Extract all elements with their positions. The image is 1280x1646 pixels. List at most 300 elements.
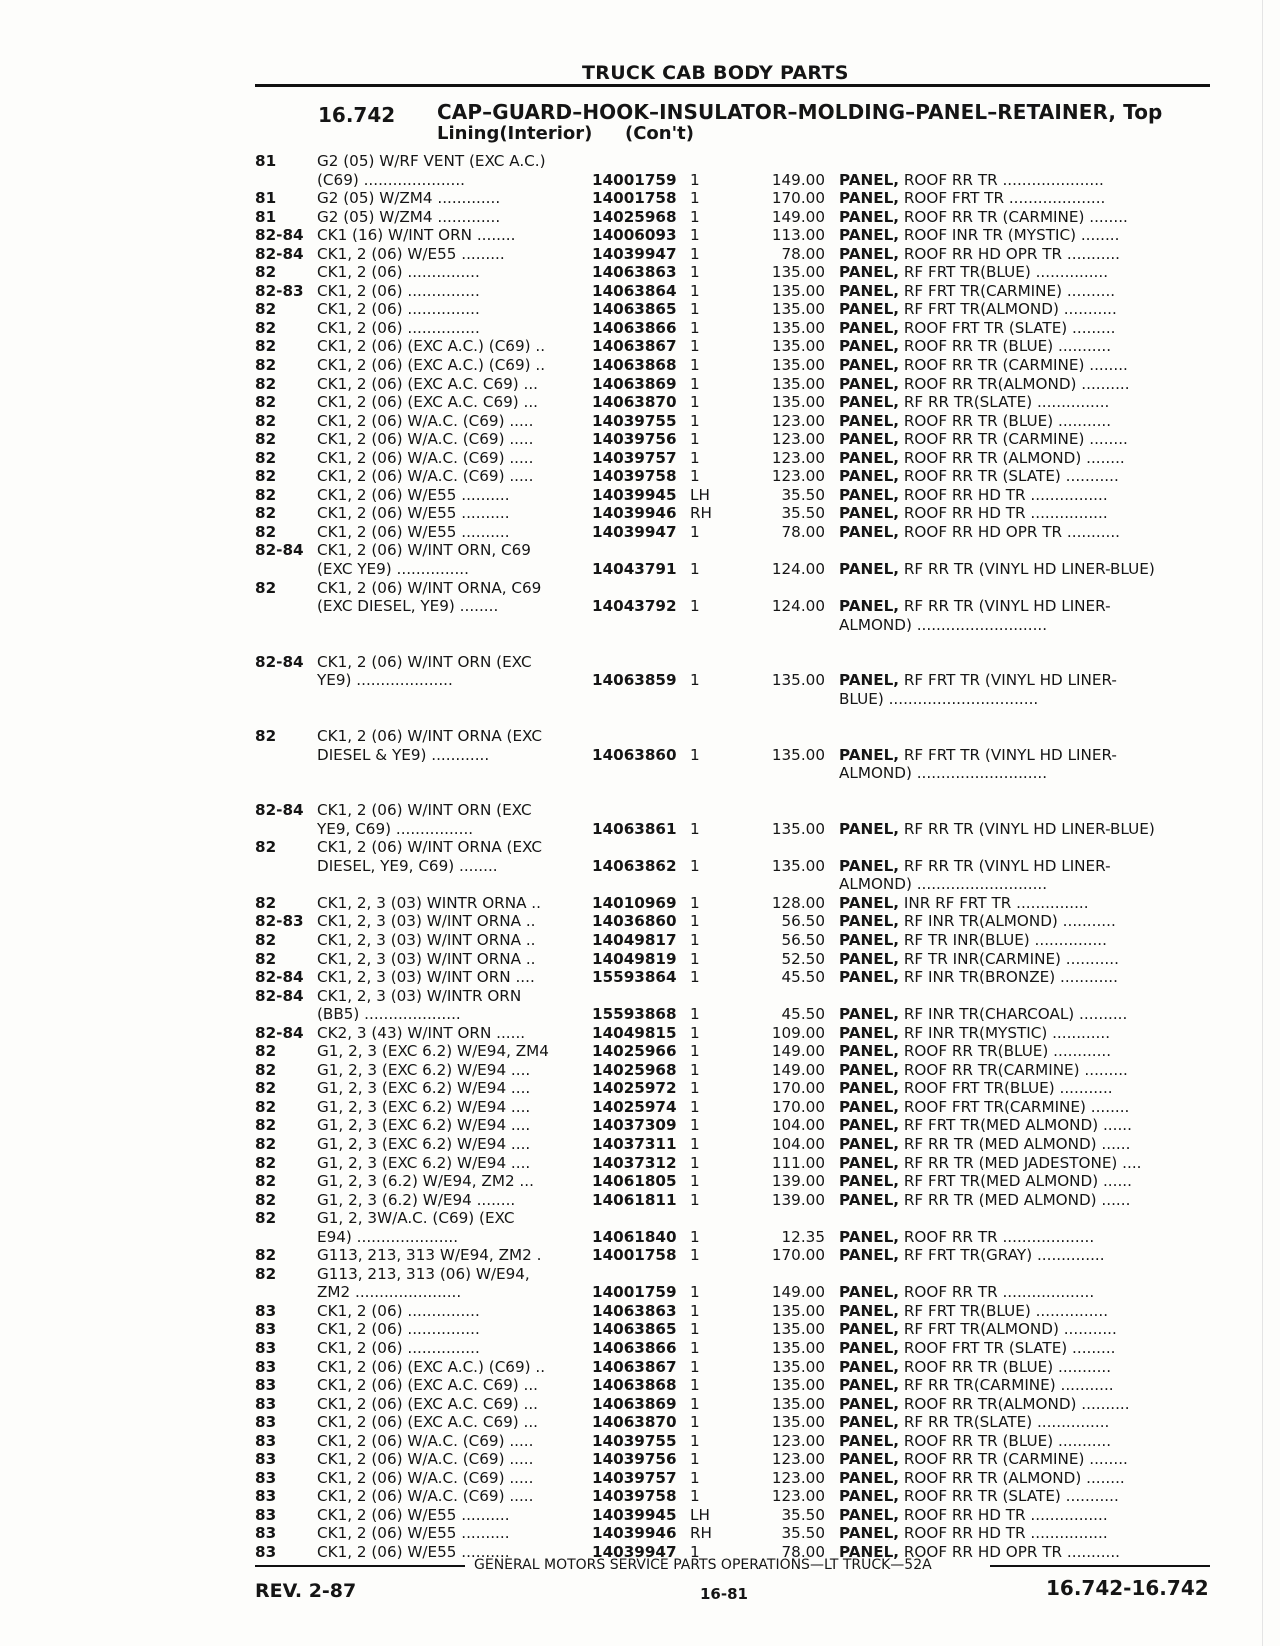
table-row [255,523,1205,542]
application-cell: CK1, 2 (06) ............... [317,263,480,282]
table-row [255,727,1205,746]
table-row [255,653,1205,672]
description-cell: PANEL, RF RR TR (MED JADESTONE) .... [839,1153,1142,1172]
description-cell: PANEL, RF RR TR (MED ALMOND) ...... [839,1190,1131,1209]
application-cell: CK1, 2 (06) (EXC A.C. C69) ... [317,1394,539,1413]
quantity-cell: 1 [690,1190,700,1209]
part-number-cell: 14063867 [592,337,677,356]
part-number-cell: 14049815 [592,1023,677,1042]
part-number-cell: 14039755 [592,1431,677,1450]
table-row [255,671,1205,690]
table-row [255,263,1205,282]
quantity-cell: 1 [690,263,700,282]
application-cell: G1, 2, 3 (EXC 6.2) W/E94 .... [317,1134,531,1153]
description-cell: PANEL, ROOF RR TR (ALMOND) ........ [839,1468,1125,1487]
part-number-cell: 14039946 [592,1524,677,1543]
illustration-key-cell: 82 [255,448,277,467]
application-cell: YE9, C69) ................ [317,819,474,838]
quantity-cell: RH [690,504,712,523]
illustration-key-cell: 82 [255,1153,277,1172]
part-number-cell: 14025966 [592,1042,677,1061]
illustration-key-cell: 82 [255,1079,277,1098]
part-number-cell: 14063865 [592,300,677,319]
table-row [255,968,1205,987]
illustration-key-cell: 82 [255,411,277,430]
application-cell: CK1, 2 (06) W/A.C. (C69) ..... [317,1487,534,1506]
part-number-cell: 14039757 [592,1468,677,1487]
application-cell: G113, 213, 313 (06) W/E94, [317,1264,530,1283]
part-number-cell: 14061840 [592,1227,677,1246]
part-number-cell: 15593868 [592,1005,677,1024]
table-row [255,801,1205,820]
quantity-cell: 1 [690,337,700,356]
part-number-cell: 14063869 [592,1394,677,1413]
quantity-cell: 1 [690,856,700,875]
part-number-cell: 14001758 [592,189,677,208]
quantity-cell: 1 [690,1153,700,1172]
table-row [255,1432,1205,1451]
application-cell: E94) ..................... [317,1227,459,1246]
description-cell: PANEL, RF TR INR(BLUE) ............... [839,930,1107,949]
application-cell: CK1, 2 (06) W/A.C. (C69) ..... [317,1431,534,1450]
description-cell: PANEL, RF INR TR(BRONZE) ............ [839,968,1118,987]
table-row [255,375,1205,394]
price-cell: 135.00 [771,337,825,356]
quantity-cell: 1 [690,1431,700,1450]
price-cell: 135.00 [771,318,825,337]
price-cell: 135.00 [771,393,825,412]
price-cell: 135.00 [771,1301,825,1320]
quantity-cell: 1 [690,1227,700,1246]
price-cell: 35.50 [781,485,825,504]
table-row [255,393,1205,412]
table-row [255,1469,1205,1488]
illustration-key-cell: 81 [255,189,277,208]
application-cell: CK1, 2, 3 (03) W/INT ORNA .. [317,930,536,949]
part-number-cell: 14001759 [592,1283,677,1302]
quantity-cell: 1 [690,207,700,226]
illustration-key-cell: 82-84 [255,986,304,1005]
quantity-cell: 1 [690,1042,700,1061]
application-cell: G1, 2, 3 (EXC 6.2) W/E94, ZM4 [317,1042,549,1061]
application-cell: CK1, 2 (06) ............... [317,281,480,300]
quantity-cell: 1 [690,930,700,949]
part-number-cell: 14036860 [592,912,677,931]
section-number: 16.742 [318,103,396,127]
table-row [255,838,1205,857]
illustration-key-cell: 82-84 [255,801,304,820]
price-cell: 123.00 [771,411,825,430]
part-number-cell: 14037309 [592,1116,677,1135]
description-cell: PANEL, ROOF RR HD TR ................ [839,485,1108,504]
application-cell: CK1, 2, 3 (03) W/INT ORN .... [317,968,535,987]
description-cell: PANEL, RF FRT TR(ALMOND) ........... [839,300,1117,319]
table-row [255,1061,1205,1080]
price-cell: 104.00 [771,1116,825,1135]
illustration-key-cell: 82 [255,1097,277,1116]
price-cell: 135.00 [771,1413,825,1432]
application-cell: CK1, 2 (06) W/A.C. (C69) ..... [317,430,534,449]
price-cell: 12.35 [781,1227,825,1246]
illustration-key-cell: 82 [255,1172,277,1191]
footer-rule-right [990,1565,1210,1567]
footer-rule-left [255,1565,465,1567]
quantity-cell: 1 [690,448,700,467]
table-row [255,1191,1205,1210]
part-number-cell: 14049819 [592,949,677,968]
description-cell: PANEL, ROOF RR TR (SLATE) ........... [839,467,1119,486]
illustration-key-cell: 83 [255,1487,277,1506]
description-cell: PANEL, RF RR TR(SLATE) ............... [839,393,1110,412]
application-cell: CK1, 2 (06) W/A.C. (C69) ..... [317,448,534,467]
table-row [255,356,1205,375]
illustration-key-cell: 82-83 [255,281,304,300]
quantity-cell: 1 [690,1320,700,1339]
table-row [255,1339,1205,1358]
application-cell: CK1, 2 (06) (EXC A.C.) (C69) .. [317,356,546,375]
table-row [255,152,1205,171]
description-cell: PANEL, ROOF RR TR (CARMINE) ........ [839,1450,1128,1469]
table-row [255,820,1205,839]
quantity-cell: 1 [690,1116,700,1135]
description-cell: ALMOND) ........................... [839,764,1048,783]
illustration-key-cell: 82-84 [255,244,304,263]
application-cell: CK1, 2 (06) W/A.C. (C69) ..... [317,1468,534,1487]
quantity-cell: 1 [690,374,700,393]
application-cell: CK1, 2, 3 (03) W/INT ORNA .. [317,912,536,931]
application-cell: CK1, 2 (06) W/A.C. (C69) ..... [317,411,534,430]
quantity-cell: 1 [690,1005,700,1024]
quantity-cell: 1 [690,281,700,300]
price-cell: 135.00 [771,819,825,838]
price-cell: 123.00 [771,1450,825,1469]
price-cell: 123.00 [771,430,825,449]
table-row [255,208,1205,227]
page-header-title: TRUCK CAB BODY PARTS [582,62,849,84]
description-cell: PANEL, ROOF RR TR (BLUE) ........... [839,1431,1112,1450]
application-cell: CK1, 2 (06) (EXC A.C.) (C69) .. [317,337,546,356]
table-row [255,1098,1205,1117]
part-number-cell: 14063866 [592,1339,677,1357]
part-number-cell: 14063868 [592,356,677,375]
application-cell: G1, 2, 3 (EXC 6.2) W/E94 .... [317,1097,531,1116]
illustration-key-cell: 82 [255,430,277,449]
part-number-cell: 14001759 [592,170,677,189]
application-cell: G2 (05) W/ZM4 ............. [317,207,501,226]
description-cell: PANEL, RF RR TR (MED ALMOND) ...... [839,1134,1131,1153]
description-cell: PANEL, ROOF RR HD TR ................ [839,504,1108,523]
quantity-cell: 1 [690,1301,700,1320]
quantity-cell: 1 [690,745,700,764]
application-cell: CK1, 2 (06) W/A.C. (C69) ..... [317,467,534,486]
application-cell: CK1, 2 (06) W/E55 .......... [317,485,510,504]
application-cell: CK1, 2 (06) W/INT ORN (EXC [317,652,532,671]
table-row [255,1302,1205,1321]
section-continued: (Con't) [625,123,694,144]
description-cell: PANEL, ROOF RR HD OPR TR ........... [839,522,1121,541]
part-number-cell: 14037312 [592,1153,677,1172]
description-cell: ALMOND) ........................... [839,615,1048,634]
table-row [255,1135,1205,1154]
price-cell: 78.00 [781,244,825,263]
footer-section-range: 16.742-16.742 [1046,1576,1209,1600]
table-row [255,319,1205,338]
quantity-cell: 1 [690,912,700,931]
table-row [255,931,1205,950]
table-row [255,282,1205,301]
illustration-key-cell: 82-84 [255,968,304,987]
quantity-cell: 1 [690,226,700,245]
part-number-cell: 14063870 [592,1413,677,1432]
footer-revision: REV. 2-87 [255,1580,357,1602]
part-number-cell: 14063868 [592,1376,677,1395]
application-cell: G2 (05) W/RF VENT (EXC A.C.) [317,152,546,170]
quantity-cell: 1 [690,968,700,987]
price-cell: 109.00 [771,1023,825,1042]
description-cell: PANEL, ROOF RR TR(ALMOND) .......... [839,374,1130,393]
table-row [255,597,1205,616]
price-cell: 35.50 [781,1505,825,1524]
price-cell: 139.00 [771,1190,825,1209]
table-row [255,1024,1205,1043]
quantity-cell: 1 [690,1468,700,1487]
table-row [255,1506,1205,1525]
description-cell: PANEL, ROOF RR TR(ALMOND) .......... [839,1394,1130,1413]
illustration-key-cell: 82 [255,485,277,504]
illustration-key-cell: 82 [255,1264,277,1283]
illustration-key-cell: 82 [255,263,277,282]
quantity-cell: 1 [690,393,700,412]
part-number-cell: 14043791 [592,560,677,579]
table-row [255,1246,1205,1265]
description-cell: PANEL, ROOF RR TR (ALMOND) ........ [839,448,1125,467]
application-cell: G1, 2, 3 (EXC 6.2) W/E94 .... [317,1079,531,1098]
price-cell: 52.50 [781,949,825,968]
table-row [255,764,1205,783]
price-cell: 135.00 [771,671,825,690]
application-cell: (EXC DIESEL, YE9) ........ [317,597,499,616]
illustration-key-cell: 83 [255,1524,277,1543]
price-cell: 35.50 [781,504,825,523]
illustration-key-cell: 82 [255,893,277,912]
price-cell: 56.50 [781,930,825,949]
application-cell: CK1, 2 (06) (EXC A.C. C69) ... [317,1376,539,1395]
description-cell: PANEL, ROOF RR HD TR ................ [839,1505,1108,1524]
application-cell: CK1, 2, 3 (03) WINTR ORNA .. [317,893,541,912]
description-cell: PANEL, RF INR TR(ALMOND) ........... [839,912,1116,931]
table-row [255,504,1205,523]
table-row [255,1228,1205,1247]
part-number-cell: 14025972 [592,1079,677,1098]
illustration-key-cell: 82 [255,504,277,523]
illustration-key-cell: 82 [255,1134,277,1153]
part-number-cell: 14063862 [592,856,677,875]
price-cell: 149.00 [771,1060,825,1079]
parts-table [255,152,1205,1562]
table-row [255,560,1205,579]
price-cell: 45.50 [781,1005,825,1024]
application-cell: DIESEL, YE9, C69) ........ [317,856,498,875]
price-cell: 45.50 [781,968,825,987]
illustration-key-cell: 83 [255,1339,277,1357]
application-cell: YE9) .................... [317,671,453,690]
table-row [255,189,1205,208]
quantity-cell: 1 [690,1413,700,1432]
table-row [255,875,1205,894]
quantity-cell: 1 [690,522,700,541]
quantity-cell: 1 [690,893,700,912]
application-cell: CK1, 2 (06) (EXC A.C. C69) ... [317,393,539,412]
illustration-key-cell: 81 [255,152,277,170]
description-cell: PANEL, RF FRT TR(CARMINE) .......... [839,281,1116,300]
quantity-cell: 1 [690,170,700,189]
application-cell: G1, 2, 3W/A.C. (C69) (EXC [317,1209,515,1228]
illustration-key-cell: 82 [255,1209,277,1228]
application-cell: CK1, 2 (06) ............... [317,300,480,319]
price-cell: 128.00 [771,893,825,912]
application-cell: (C69) ..................... [317,170,465,189]
price-cell: 78.00 [781,522,825,541]
part-number-cell: 14063863 [592,1301,677,1320]
illustration-key-cell: 82 [255,949,277,968]
quantity-cell: LH [690,485,710,504]
table-row [255,449,1205,468]
description-cell: BLUE) ............................... [839,689,1039,708]
application-cell: CK1, 2, 3 (03) W/INTR ORN [317,986,522,1005]
application-cell: G1, 2, 3 (6.2) W/E94, ZM2 ... [317,1172,534,1191]
illustration-key-cell: 82-84 [255,541,304,560]
illustration-key-cell: 82-84 [255,226,304,245]
quantity-cell: 1 [690,1339,700,1357]
part-number-cell: 14025974 [592,1097,677,1116]
table-row [255,950,1205,969]
application-cell: CK1, 2 (06) W/E55 .......... [317,1543,510,1562]
illustration-key-cell: 82-83 [255,912,304,931]
table-row [255,337,1205,356]
quantity-cell: 1 [690,671,700,690]
application-cell: CK1, 2 (06) ............... [317,1339,480,1357]
table-row [255,467,1205,486]
price-cell: 56.50 [781,912,825,931]
part-number-cell: 14063869 [592,374,677,393]
price-cell: 135.00 [771,263,825,282]
part-number-cell: 14010969 [592,893,677,912]
quantity-cell: 1 [690,1246,700,1265]
description-cell: PANEL, RF TR INR(CARMINE) ........... [839,949,1119,968]
part-number-cell: 14063866 [592,318,677,337]
price-cell: 135.00 [771,1357,825,1376]
illustration-key-cell: 83 [255,1357,277,1376]
description-cell: PANEL, RF FRT TR(MED ALMOND) ...... [839,1172,1132,1191]
description-cell: PANEL, RF RR TR(CARMINE) ........... [839,1376,1114,1395]
table-row [255,746,1205,765]
price-cell: 78.00 [781,1543,825,1562]
application-cell: CK1, 2 (06) W/INT ORNA (EXC [317,726,542,745]
illustration-key-cell: 81 [255,207,277,226]
application-cell: G113, 213, 313 W/E94, ZM2 . [317,1246,542,1265]
part-number-cell: 14039947 [592,244,677,263]
price-cell: 135.00 [771,856,825,875]
table-row [255,857,1205,876]
price-cell: 149.00 [771,1283,825,1302]
illustration-key-cell: 82-84 [255,652,304,671]
quantity-cell: 1 [690,1172,700,1191]
application-cell: CK1, 2 (06) ............... [317,1301,480,1320]
description-cell: PANEL, RF RR TR(SLATE) ............... [839,1413,1110,1432]
price-cell: 135.00 [771,356,825,375]
page-edge-line [1262,0,1263,1646]
application-cell: CK1, 2 (06) W/E55 .......... [317,504,510,523]
description-cell: PANEL, ROOF RR HD OPR TR ........... [839,244,1121,263]
description-cell: PANEL, RF INR TR(CHARCOAL) .......... [839,1005,1128,1024]
part-number-cell: 14061811 [592,1190,677,1209]
price-cell: 149.00 [771,170,825,189]
application-cell: CK1 (16) W/INT ORN ........ [317,226,516,245]
application-cell: CK1, 2 (06) ............... [317,1320,480,1339]
application-cell: CK1, 2 (06) W/INT ORN (EXC [317,801,532,820]
price-cell: 123.00 [771,1468,825,1487]
table-row [255,245,1205,264]
application-cell: G1, 2, 3 (EXC 6.2) W/E94 .... [317,1153,531,1172]
description-cell: PANEL, RF RR TR (VINYL HD LINER- [839,856,1111,875]
price-cell: 111.00 [771,1153,825,1172]
quantity-cell: 1 [690,1283,700,1302]
description-cell: PANEL, ROOF RR TR (CARMINE) ........ [839,430,1128,449]
description-cell: PANEL, ROOF RR TR(CARMINE) ......... [839,1060,1128,1079]
table-row [255,1116,1205,1135]
illustration-key-cell: 82 [255,467,277,486]
table-row [255,616,1205,635]
quantity-cell: 1 [690,411,700,430]
application-cell: CK1, 2 (06) W/E55 .......... [317,522,510,541]
table-row [255,1209,1205,1228]
application-cell: ZM2 ...................... [317,1283,462,1302]
quantity-cell: RH [690,1524,712,1543]
quantity-cell: 1 [690,1487,700,1506]
description-cell: PANEL, RF FRT TR (VINYL HD LINER- [839,671,1117,690]
illustration-key-cell: 83 [255,1320,277,1339]
description-cell: PANEL, RF FRT TR (VINYL HD LINER- [839,745,1117,764]
description-cell: PANEL, ROOF FRT TR (SLATE) ......... [839,318,1116,337]
description-cell: ALMOND) ........................... [839,875,1048,894]
quantity-cell: 1 [690,189,700,208]
application-cell: G1, 2, 3 (6.2) W/E94 ........ [317,1190,516,1209]
quantity-cell: 1 [690,244,700,263]
price-cell: 170.00 [771,1097,825,1116]
part-number-cell: 14049817 [592,930,677,949]
price-cell: 123.00 [771,1431,825,1450]
part-number-cell: 14063864 [592,281,677,300]
table-row [255,300,1205,319]
part-number-cell: 14025968 [592,207,677,226]
table-row [255,1320,1205,1339]
part-number-cell: 14039947 [592,522,677,541]
illustration-key-cell: 83 [255,1413,277,1432]
description-cell: PANEL, ROOF RR HD OPR TR ........... [839,1543,1121,1562]
section-title: CAP–GUARD–HOOK–INSULATOR–MOLDING–PANEL–RETAINER, Top [437,100,1163,124]
description-cell: PANEL, RF INR TR(MYSTIC) ............ [839,1023,1111,1042]
quantity-cell: 1 [690,356,700,375]
application-cell: (EXC YE9) ............... [317,560,469,579]
description-cell: PANEL, ROOF FRT TR(CARMINE) ........ [839,1097,1130,1116]
table-row [255,1450,1205,1469]
description-cell: PANEL, RF RR TR (VINYL HD LINER- [839,597,1111,616]
illustration-key-cell: 83 [255,1450,277,1469]
application-cell: CK1, 2 (06) (EXC A.C. C69) ... [317,1413,539,1432]
price-cell: 135.00 [771,300,825,319]
table-row [255,1079,1205,1098]
illustration-key-cell: 82-84 [255,1023,304,1042]
